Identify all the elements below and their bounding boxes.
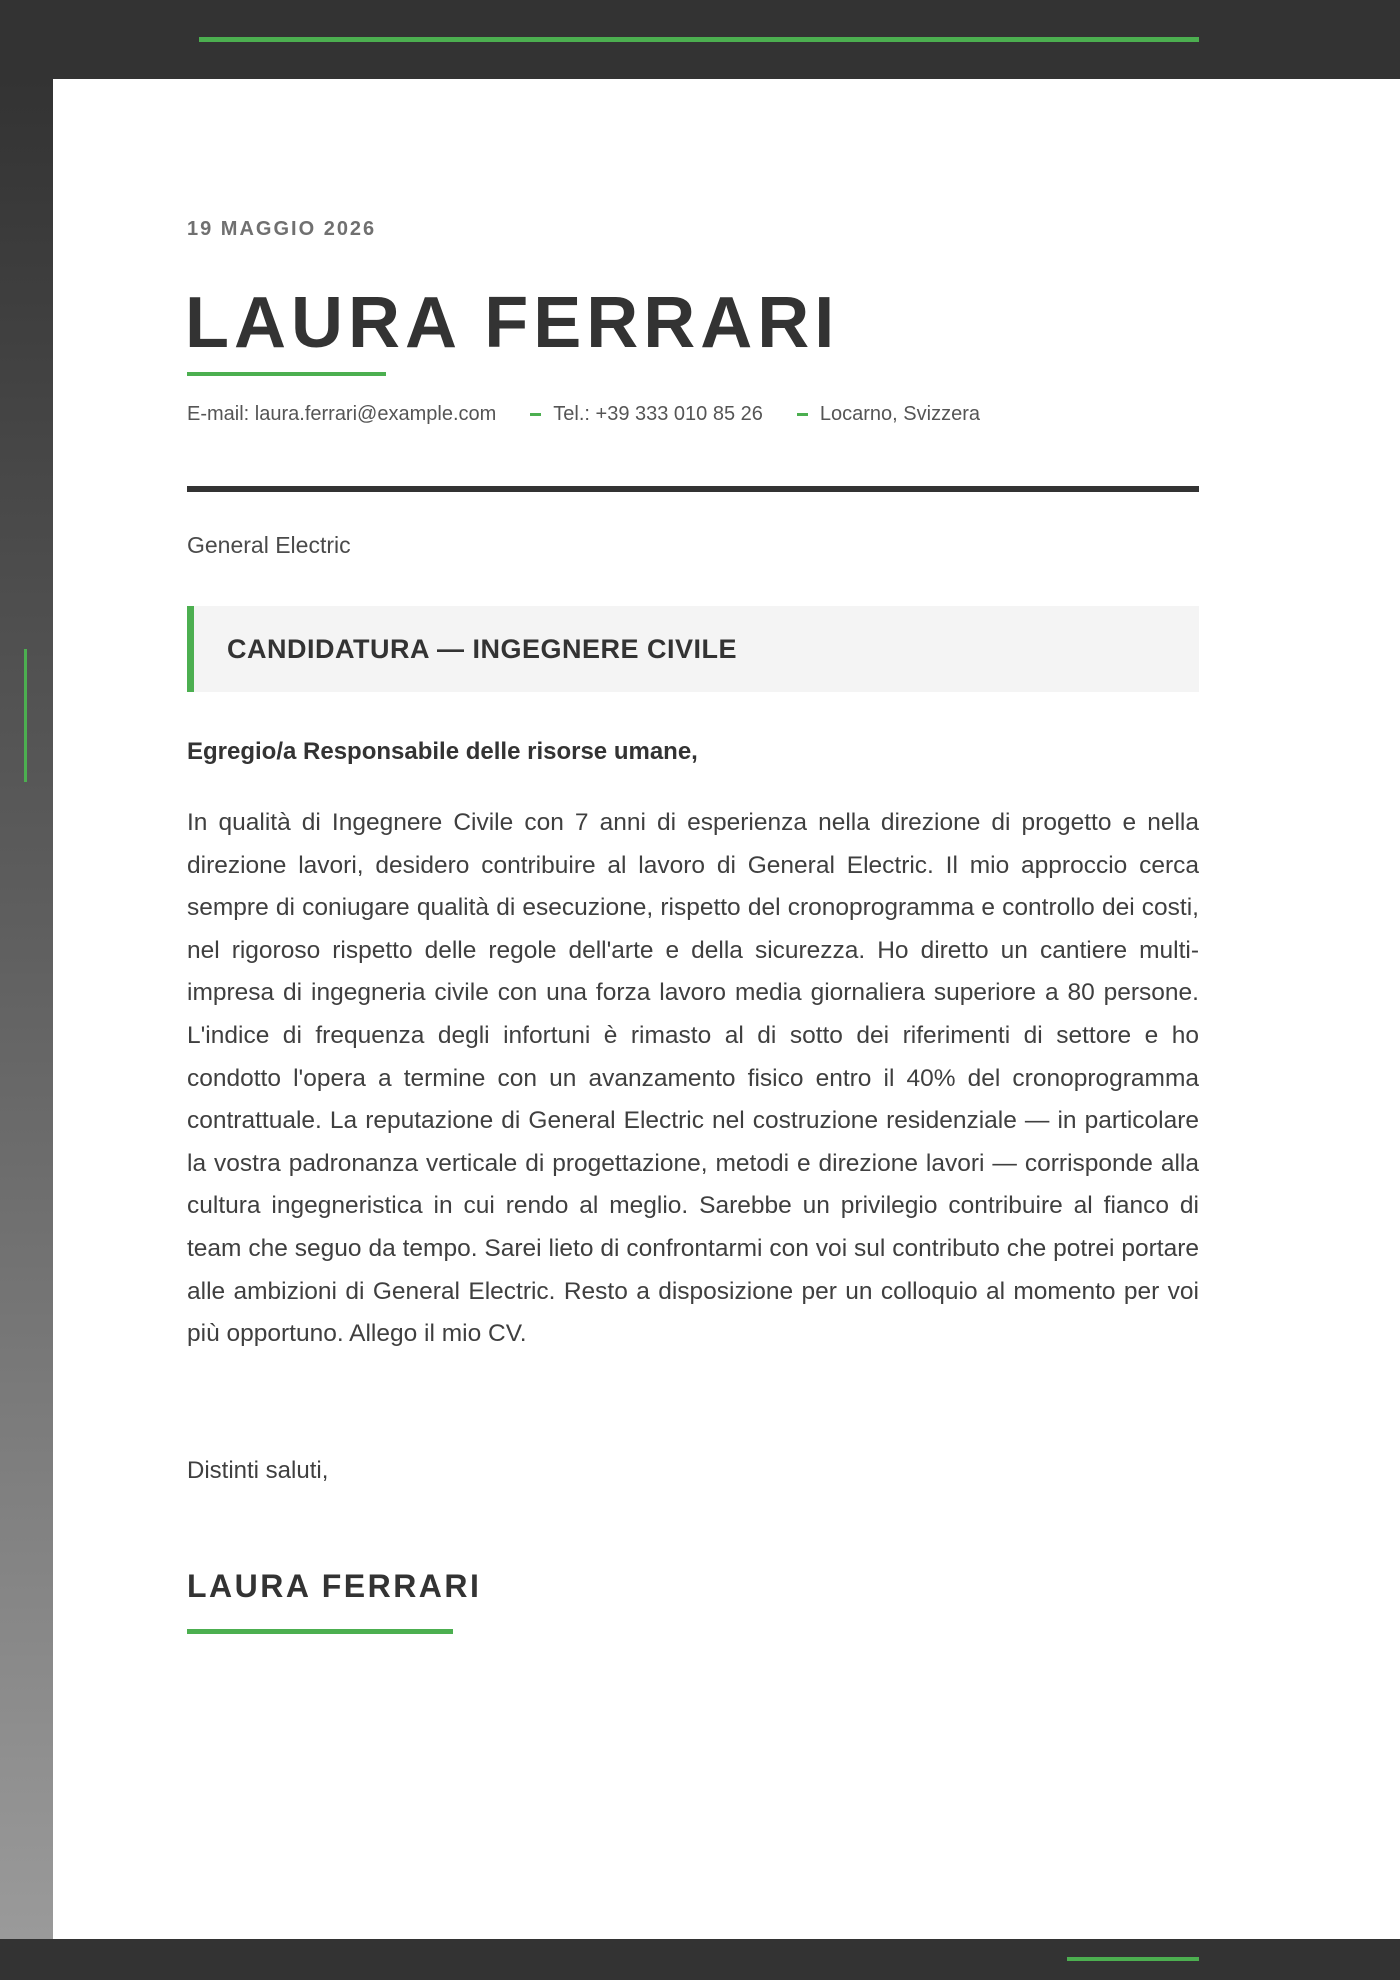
contact-separator-dash bbox=[530, 413, 541, 416]
sender-name: LAURA FERRARI bbox=[185, 283, 840, 363]
subject-box bbox=[187, 606, 1199, 692]
side-accent-line bbox=[24, 649, 27, 782]
left-side-band bbox=[0, 79, 53, 1939]
contact-phone: Tel.: +39 333 010 85 26 bbox=[553, 403, 763, 425]
contact-email: E-mail: laura.ferrari@example.com bbox=[187, 403, 497, 425]
bottom-accent-line bbox=[1067, 1957, 1199, 1961]
signature-name: LAURA FERRARI bbox=[187, 1568, 482, 1604]
signature-underline bbox=[187, 1629, 453, 1634]
letter-date: 19 MAGGIO 2026 bbox=[187, 218, 377, 240]
letter-body: In qualità di Ingegnere Civile con 7 anni di esperienza nella direzione di progetto e nella direzione lavori, desidero contribuire al lavoro di General Electric. Il mio approccio cerca sempre di coniugare qualità di esecuzione, rispetto del cronoprogramma e controllo dei costi, nel rigoroso rispetto delle regole dell'arte e della sicurezza. Ho diretto un cantiere multi-impresa di ingegneria civile con una forza lavoro media giornaliera superiore a 80 persone. L'indice di frequenza degli infortuni è rimasto al di sotto dei riferimenti di settore e ho condotto l'opera a termine con un avanzamento fisico entro il 40% del cronoprogramma contrattuale. La reputazione di General Electric nel costruzione residenziale — in particolare la vostra padronanza verticale di progettazione, metodi e direzione lavori — corrisponde alla cultura ingegneristica in cui rendo al meglio. Sarebbe un privilegio contribuire al fianco di team che seguo da tempo. Sarei lieto di confrontarmi con voi sul contributo che potrei portare alle ambizioni di General Electric. Resto a disposizione per un colloquio al momento per voi più opportuno. Allego il mio CV. bbox=[187, 809, 1199, 1348]
subject-title: CANDIDATURA — INGEGNERE CIVILE bbox=[227, 633, 738, 664]
name-underline bbox=[187, 372, 386, 376]
contact-separator-dash bbox=[797, 413, 808, 416]
recipient-company: General Electric bbox=[187, 532, 351, 558]
contact-line bbox=[187, 403, 980, 426]
closing: Distinti saluti, bbox=[187, 1457, 329, 1484]
header-divider bbox=[187, 486, 1199, 492]
contact-location: Locarno, Svizzera bbox=[819, 403, 980, 425]
top-accent-line bbox=[199, 37, 1199, 42]
salutation: Egregio/a Responsabile delle risorse umane, bbox=[187, 738, 698, 765]
